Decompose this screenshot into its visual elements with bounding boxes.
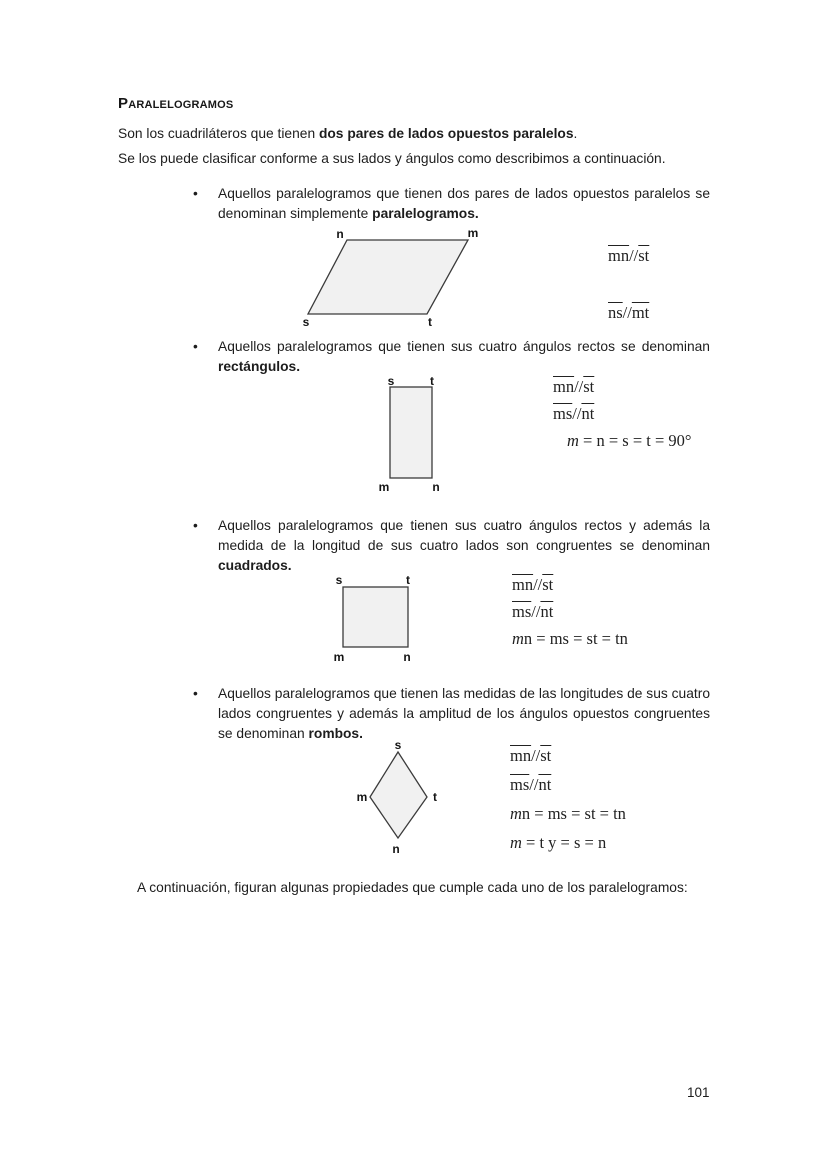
- equation-segment: $\overline{nt}$: [540, 602, 554, 621]
- equation-segment: $\overline{mn}$: [553, 377, 575, 396]
- rhombus-drawing: [348, 737, 450, 859]
- equation-line: [512, 602, 628, 622]
- equation-segment: $\overline{ms}$: [510, 775, 530, 794]
- text-run: Aquellos paralelogramos que tienen las medidas de las longitudes de sus cuatro lados congruentes y además la amplitud de los ángulos opuestos congruentes se denominan: [218, 686, 710, 741]
- equation-segment: n = ms = st = tn: [521, 804, 626, 823]
- rectangle-shape: [390, 387, 432, 478]
- equation-line: [510, 833, 626, 853]
- equation-segment: $\overline{mn}$: [510, 746, 532, 765]
- equation-segment: = n = s = t = 90°: [578, 431, 692, 450]
- vertex-label-top-left: s: [387, 374, 395, 388]
- equation-segment: $\overline{ms}$: [512, 602, 532, 621]
- intro-paragraph-1: [118, 126, 577, 141]
- equation-line: [553, 377, 692, 397]
- equation-segment: //: [629, 246, 639, 265]
- equation-line: [553, 404, 692, 424]
- vertex-label-top-right: t: [430, 374, 434, 388]
- vertex-label-right: t: [433, 790, 437, 804]
- equation-block-rhombus: [510, 746, 626, 862]
- text-run-bold: rectángulos.: [218, 359, 301, 374]
- closing-paragraph: A continuación, figuran algunas propiedades que cumple cada uno de los paralelogramos:: [137, 880, 688, 895]
- vertex-label-bottom-left: m: [378, 480, 390, 494]
- equation-line: [608, 303, 649, 323]
- text-run-bold: dos pares de lados opuestos paralelos: [318, 126, 574, 141]
- equation-segment: m: [510, 804, 522, 823]
- vertex-label-top-right: t: [406, 573, 410, 587]
- equation-segment: //: [533, 575, 543, 594]
- square-drawing: [328, 571, 420, 665]
- vertex-label-top-right: m: [467, 226, 479, 240]
- equation-segment: $\overline{nt}$: [538, 775, 552, 794]
- vertex-label-top-left: n: [336, 227, 344, 241]
- vertex-label-top-left: s: [335, 573, 343, 587]
- equation-line: [512, 575, 628, 595]
- text-run: Aquellos paralelogramos que tienen sus cuatro ángulos rectos y además la medida de la longitud de sus cuatro lados son congruentes se denominan: [218, 518, 710, 553]
- bullet-text: [218, 516, 710, 576]
- bullet-marker: •: [193, 186, 198, 201]
- equation-segment: //: [531, 746, 541, 765]
- vertex-label-left: m: [356, 790, 368, 804]
- equation-segment: $\overline{st}$: [638, 246, 650, 265]
- rhombus-figure: [348, 737, 450, 864]
- bullet-marker: •: [193, 686, 198, 701]
- parallelogram-drawing: [298, 226, 482, 328]
- vertex-label-bottom-right: n: [403, 650, 411, 664]
- parallelogram-shape: [308, 240, 468, 314]
- text-run: Son los cuadriláteros que tienen: [118, 126, 319, 141]
- text-run-bold: rombos.: [308, 726, 363, 741]
- vertex-label-bottom-right: n: [432, 480, 440, 494]
- equation-segment: $\overline{ms}$: [553, 404, 573, 423]
- equation-segment: m: [510, 833, 522, 852]
- equation-line: [510, 775, 626, 795]
- bullet-text: [218, 684, 710, 744]
- text-run: .: [573, 126, 578, 141]
- equation-segment: $\overline{st}$: [542, 575, 554, 594]
- equation-line: [510, 746, 626, 766]
- vertex-label-bottom-right: t: [428, 315, 432, 328]
- equation-segment: m: [567, 431, 579, 450]
- page-number: 101: [687, 1085, 710, 1100]
- equation-line: [512, 629, 628, 649]
- equation-segment: $\overline{nt}$: [581, 404, 595, 423]
- equation-segment: $\overline{st}$: [540, 746, 552, 765]
- square-figure: [328, 571, 420, 670]
- section-title: Paralelogramos: [118, 95, 234, 112]
- equation-segment: //: [622, 303, 632, 322]
- equation-segment: m: [512, 629, 524, 648]
- rectangle-drawing: [376, 372, 448, 494]
- text-run: Aquellos paralelogramos que tienen sus cuatro ángulos rectos se denominan: [218, 339, 710, 354]
- equation-segment: $\overline{mn}$: [608, 246, 630, 265]
- equation-segment: //: [572, 404, 582, 423]
- equation-segment: n = ms = st = tn: [523, 629, 628, 648]
- equation-line: [510, 804, 626, 824]
- vertex-label-bottom-left: s: [302, 315, 310, 328]
- equation-segment: //: [529, 775, 539, 794]
- equation-segment: = t y = s = n: [521, 833, 607, 852]
- intro-paragraph-2: Se los puede clasificar conforme a sus lados y ángulos como describimos a continuación.: [118, 151, 666, 166]
- equation-block-square: [512, 575, 628, 656]
- text-run-bold: cuadrados.: [218, 558, 292, 573]
- vertex-label-bottom: n: [392, 842, 400, 856]
- bullet-text: [218, 184, 710, 224]
- equation-segment: //: [531, 602, 541, 621]
- bullet-text: [218, 337, 710, 377]
- equation-line: [553, 431, 692, 451]
- bullet-item-cuadrados: [193, 516, 712, 576]
- bullet-item-paralelogramos: [193, 184, 712, 224]
- bullet-marker: •: [193, 339, 198, 354]
- vertex-label-top: s: [394, 738, 402, 752]
- equation-line: [608, 246, 649, 266]
- equation-segment: $\overline{mt}$: [631, 303, 650, 322]
- equation-segment: //: [574, 377, 584, 396]
- rhombus-shape: [370, 752, 427, 838]
- vertex-label-bottom-left: m: [333, 650, 345, 664]
- bullet-item-rectangulos: [193, 337, 712, 377]
- equation-segment: $\overline{st}$: [583, 377, 595, 396]
- equation-segment: $\overline{ns}$: [608, 303, 623, 322]
- text-run-bold: paralelogramos.: [372, 206, 479, 221]
- parallelogram-figure: [298, 226, 482, 333]
- bullet-item-rombos: [193, 684, 712, 744]
- equation-block-rectangle: [553, 377, 692, 458]
- text-run: Aquellos paralelogramos que tienen dos pares de lados opuestos paralelos se denominan simplemente: [218, 186, 710, 221]
- square-shape: [343, 587, 408, 647]
- rectangle-figure: [376, 372, 448, 499]
- bullet-marker: •: [193, 518, 198, 533]
- equation-segment: $\overline{mn}$: [512, 575, 534, 594]
